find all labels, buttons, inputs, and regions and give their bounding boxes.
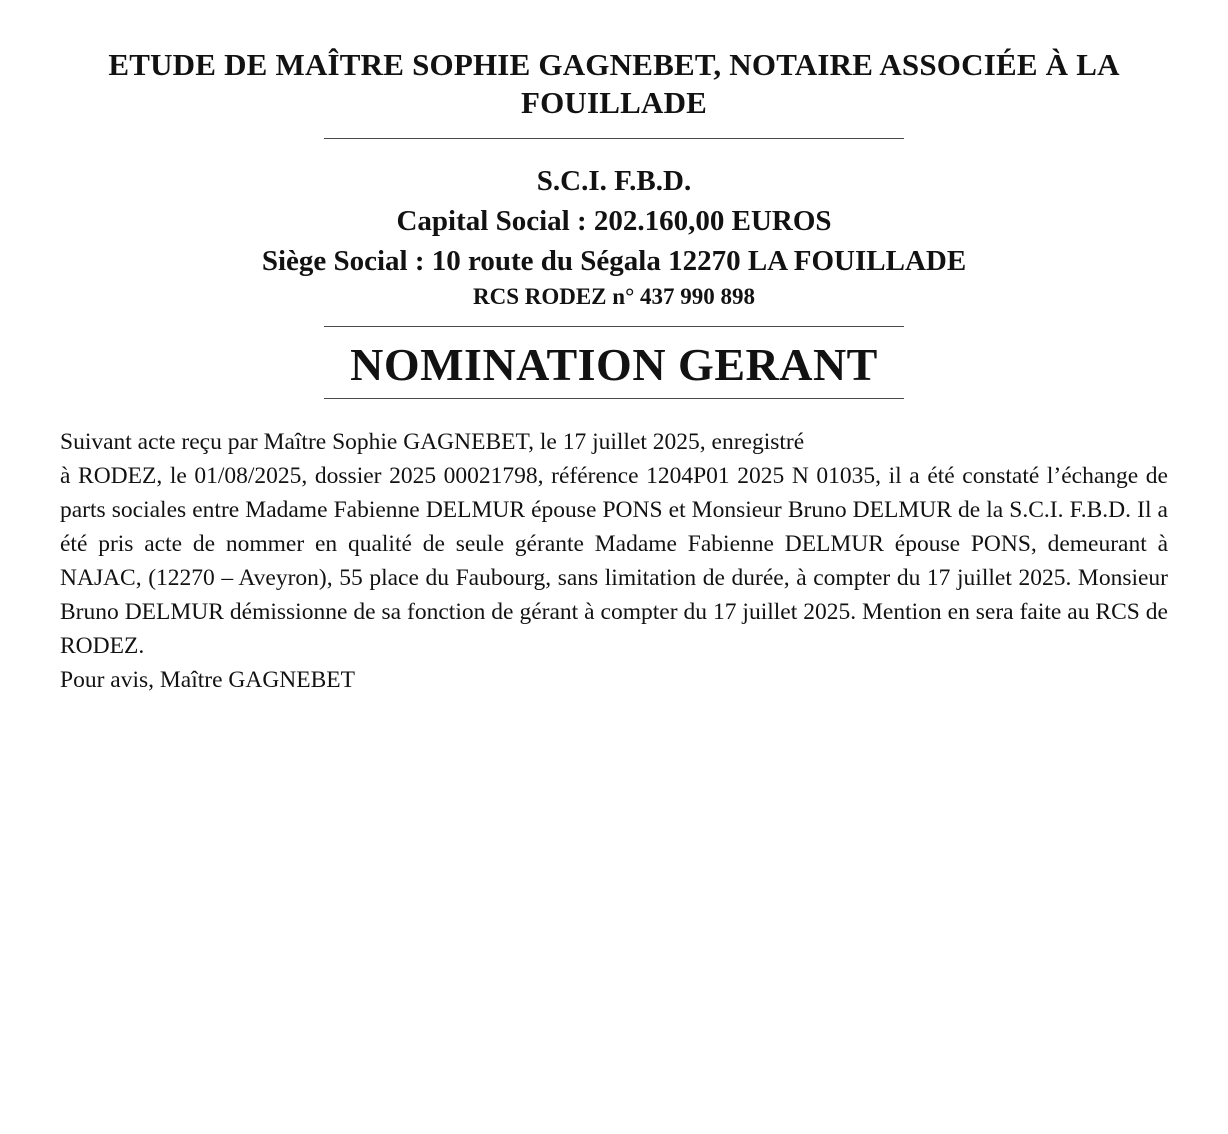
divider-rule-top xyxy=(324,138,904,139)
notice-heading: NOMINATION GERANT xyxy=(350,338,878,390)
company-registered-office-line: Siège Social : 10 route du Ségala 12270 LA FOUILLADE xyxy=(261,244,967,277)
divider-rule-under-heading xyxy=(324,398,904,399)
divider-rule-middle xyxy=(324,326,904,327)
notice-body-main-text: à RODEZ, le 01/08/2025, dossier 2025 00021798, référence 1204P01 2025 N 01035, il a été constaté l’échange de parts sociales entre Madame Fabienne DELMUR épouse PONS et Monsieur Bruno DELMUR de la S.C.I. F.B.D. Il a été pris acte de nommer en qualité de seule gérante Madame Fabienne DELMUR épouse PONS, demeurant à NAJAC, (12270 – Aveyron), 55 place du Faubourg, sans limitation de durée, à compter du 17 juillet 2025. Monsieur Bruno DELMUR démissionne de sa fonction de gérant à compter du 17 juillet 2025. Mention en sera faite au RCS de RODEZ. xyxy=(60,462,1168,659)
notary-office-title: ETUDE DE MAÎTRE SOPHIE GAGNEBET, NOTAIRE ASSOCIÉE À LA FOUILLADE xyxy=(108,47,1120,120)
company-name: S.C.I. F.B.D. xyxy=(536,164,692,197)
company-rcs-line: RCS RODEZ n° 437 990 898 xyxy=(472,283,756,309)
notice-closing-line: Pour avis, Maître GAGNEBET xyxy=(60,666,356,693)
notice-body-first-line: Suivant acte reçu par Maître Sophie GAGNEBET, le 17 juillet 2025, enregistré xyxy=(60,428,805,455)
company-identification-block xyxy=(60,164,1168,309)
company-capital-line: Capital Social : 202.160,00 EUROS xyxy=(396,204,832,237)
notice-body-paragraph xyxy=(60,425,1168,663)
